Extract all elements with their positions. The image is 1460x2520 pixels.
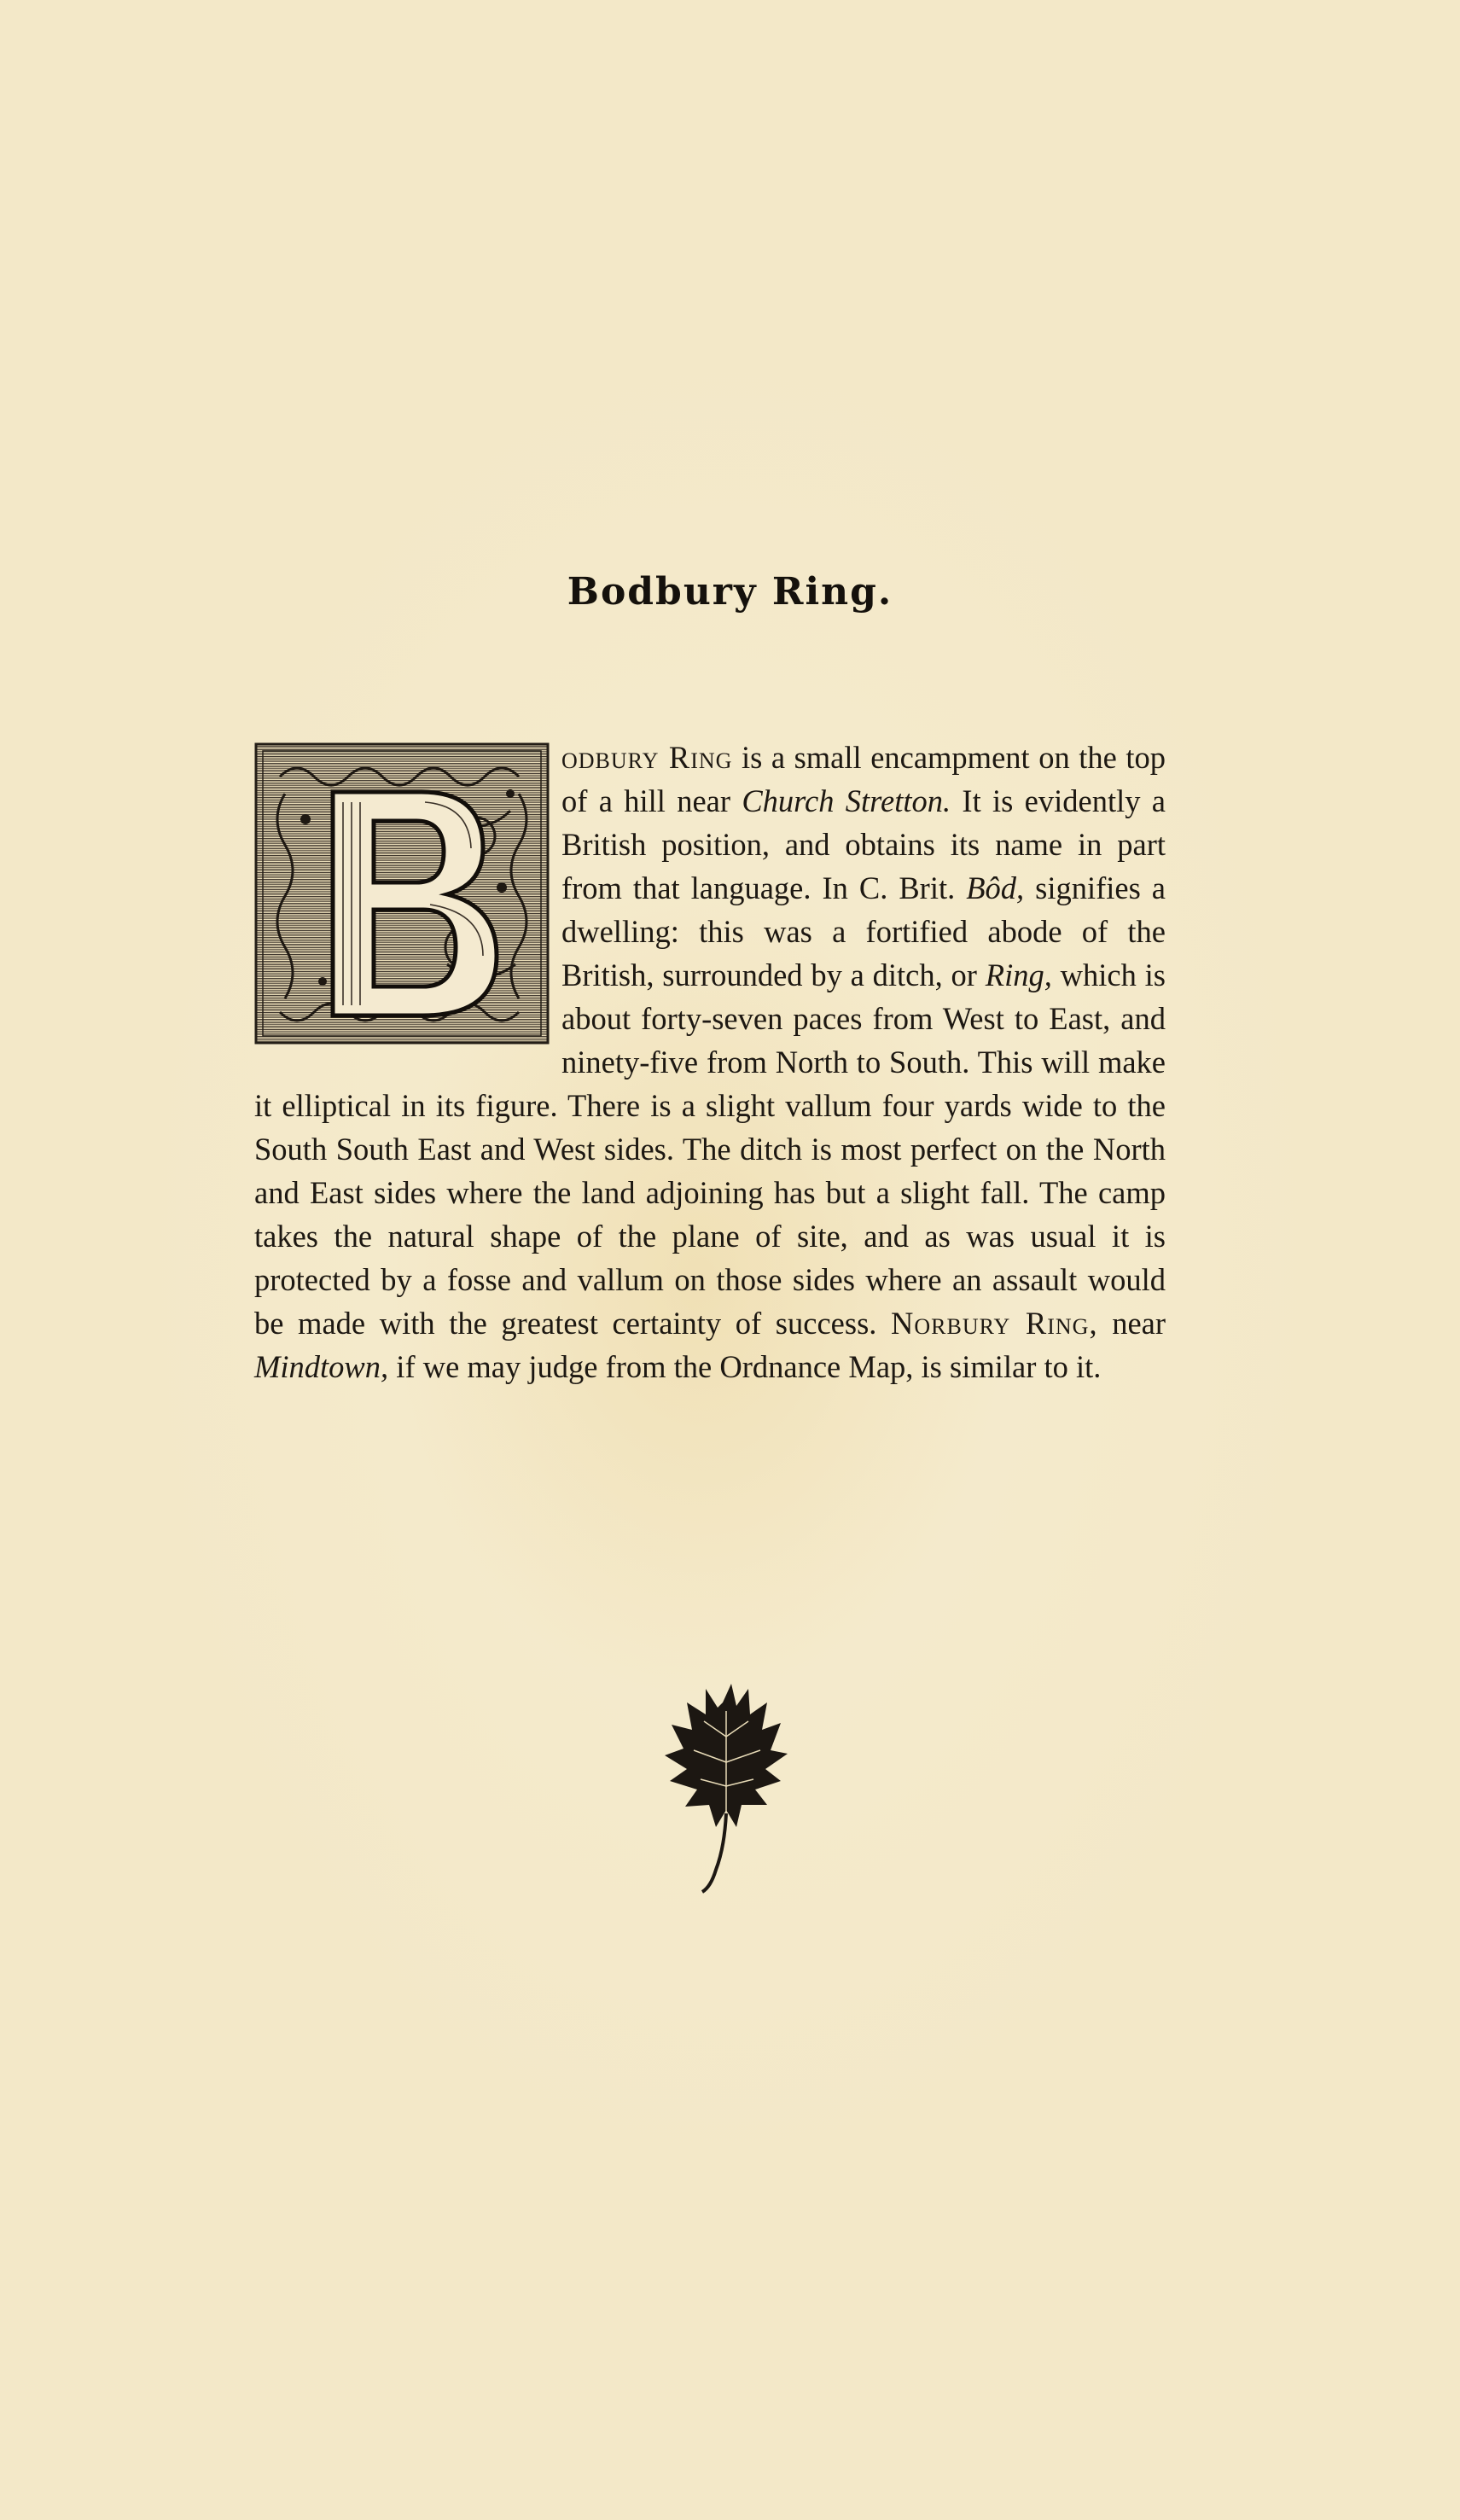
text-run-bod: Bôd, <box>966 870 1025 905</box>
drop-cap-b-icon <box>254 742 550 1045</box>
body-paragraph <box>254 736 1166 1388</box>
text-run-norbury-ring: Norbury Ring, <box>891 1306 1098 1341</box>
text-run-ring: Ring <box>668 740 733 775</box>
text-run: which is about forty-seven paces from West to East, and ninety-five from North to South. This will make it elliptical in its figure. There is a slight vallum four yards wide to the South South East and West sides. The ditch is most perfect on the North and East sides where the land adjoining has but a slight fall. The camp takes the natural shape of the plane of site, and as was usual it is protected by a fosse and vallum on those sides where an assault would be made with the greatest certainty of success. <box>254 957 1166 1341</box>
text-run: near <box>1097 1306 1166 1341</box>
text-run-odbury: odbury <box>561 740 669 775</box>
text-run-ring-italic: Ring, <box>985 957 1052 992</box>
leaf-ornament-icon <box>653 1677 798 1899</box>
text-run-church-stretton: Church Stretton. <box>742 783 951 818</box>
text-run: if we may judge from the Ordnance Map, is similar to it. <box>388 1349 1102 1384</box>
text-run: signifies a dwelling: this was a fortified abode of the British, surrounded by a ditch, or <box>561 870 1166 992</box>
text-run: is a small encampment on the top of a hill near <box>561 740 1166 818</box>
text-run-mindtown: Mindtown, <box>254 1349 389 1384</box>
page-title: Bodbury Ring. <box>567 570 893 614</box>
text-run: It is evidently a British position, and obtains its name in part from that language. In C. Brit. <box>561 783 1166 905</box>
